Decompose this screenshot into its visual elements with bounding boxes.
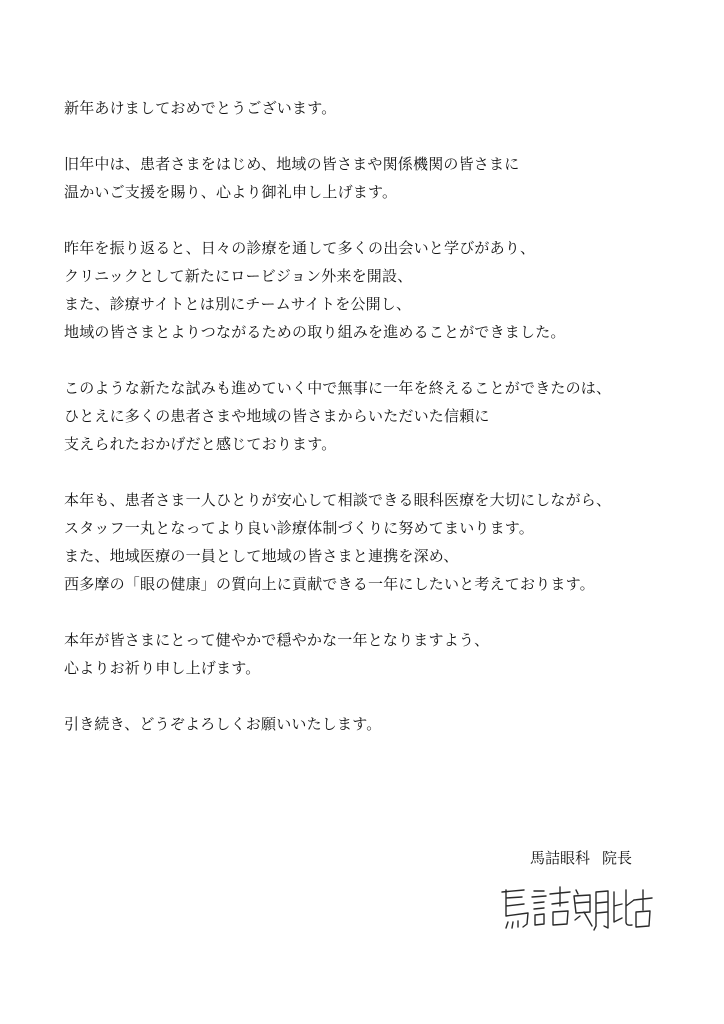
text-line: 心よりお祈り申し上げます。	[64, 659, 261, 677]
text-line: 温かいご支援を賜り、心より御礼申し上げます。	[64, 183, 398, 201]
text-line: 地域の皆さまとよりつながるための取り組みを進めることができました。	[64, 323, 566, 341]
text-line: クリニックとして新たにロービジョン外来を開設、	[64, 267, 413, 285]
text-line: スタッフ一丸となってより良い診療体制づくりに努めてまいります。	[64, 519, 535, 537]
signer-title: 院長	[601, 849, 632, 867]
signer-line	[480, 846, 680, 870]
letter-body	[64, 94, 684, 738]
text-line: また、診療サイトとは別にチームサイトを公開し、	[64, 295, 412, 313]
text-line: 旧年中は、患者さまをはじめ、地域の皆さまや関係機関の皆さまに	[64, 155, 520, 173]
handwritten-signature	[494, 882, 654, 938]
text-line: 本年も、患者さま一人ひとりが安心して相談できる眼科医療を大切にしながら、	[64, 491, 612, 509]
paragraph-gratitude	[64, 374, 684, 458]
text-line: 昨年を振り返ると、日々の診療を通して多くの出会いと学びがあり、	[64, 239, 536, 257]
paragraph-goals	[64, 486, 684, 598]
paragraph-greeting	[64, 94, 684, 122]
signature-block	[480, 846, 680, 938]
clinic-name: 馬詰眼科	[529, 849, 590, 867]
paragraph-closing	[64, 710, 684, 738]
text-line: このような新たな試みも進めていく中で無事に一年を終えることができたのは、	[64, 379, 612, 397]
paragraph-thanks	[64, 150, 684, 206]
text-line: 新年あけましておめでとうございます。	[64, 99, 337, 117]
text-line: ひとえに多くの患者さまや地域の皆さまからいただいた信頼に	[64, 407, 490, 425]
text-line: 支えられたおかげだと感じております。	[64, 435, 337, 453]
text-line: 西多摩の「眼の健康」の質向上に貢献できる一年にしたいと考えております。	[64, 575, 595, 593]
paragraph-review	[64, 234, 684, 346]
text-line: また、地域医療の一員として地域の皆さまと連携を深め、	[64, 547, 459, 565]
text-line: 引き続き、どうぞよろしくお願いいたします。	[64, 715, 382, 733]
text-line: 本年が皆さまにとって健やかで穏やかな一年となりますよう、	[64, 631, 490, 649]
paragraph-wishes	[64, 626, 684, 682]
